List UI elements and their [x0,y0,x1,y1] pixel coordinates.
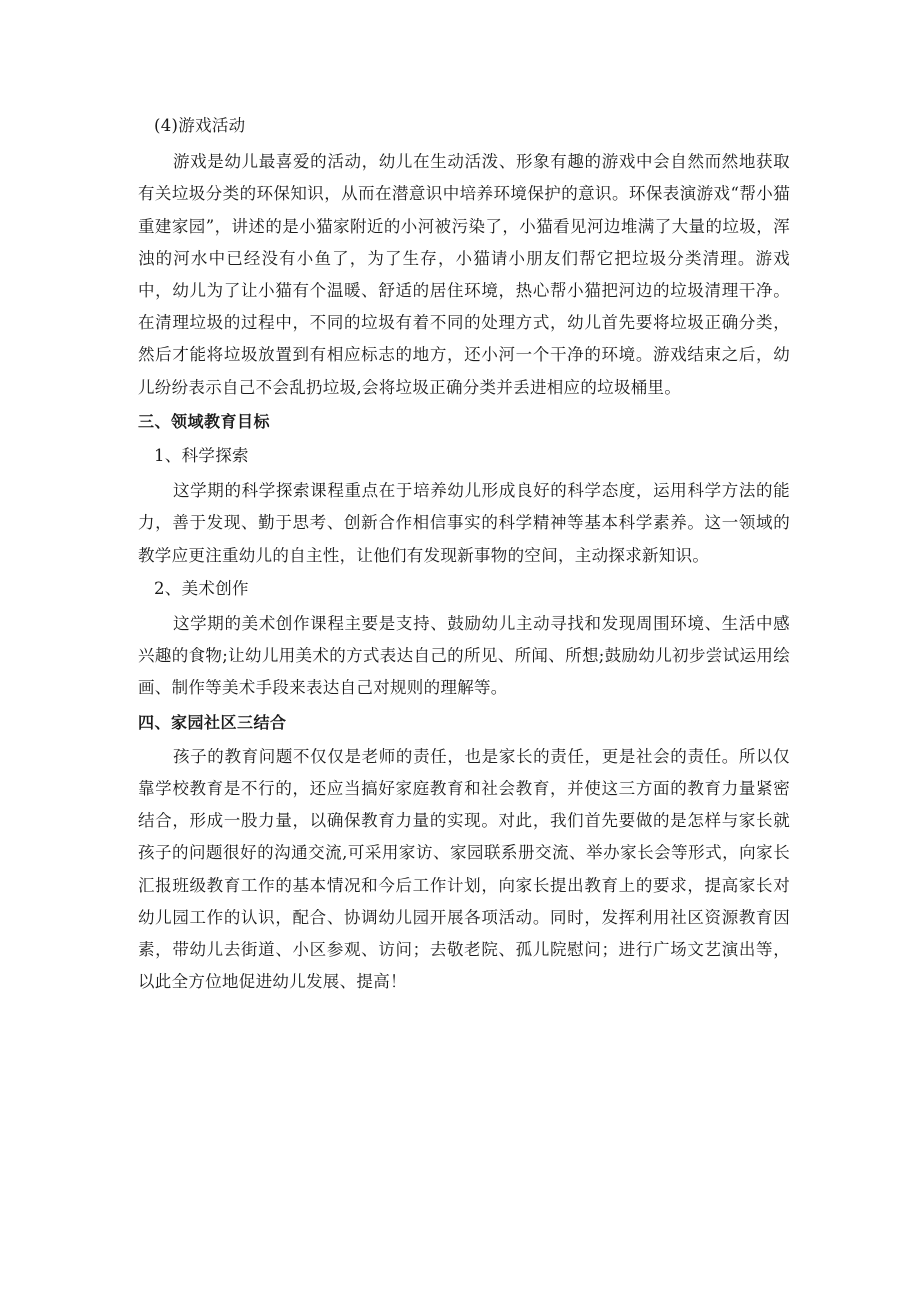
paragraph-art-creation: 这学期的美术创作课程主要是支持、鼓励幼儿主动寻找和发现周围环境、生活中感兴趣的食物;让幼儿用美术的方式表达自己的所见、所闻、所想;鼓励幼儿初步尝试运用绘画、制作等美术手段来表达自己对规则的理解等。 [138,614,790,698]
subheading-art-creation: 2、美术创作 [154,578,249,598]
paragraph-science-exploration: 这学期的科学探索课程重点在于培养幼儿形成良好的科学态度，运用科学方法的能力，善于发现、勤于思考、创新合作相信事实的科学精神等基本科学素养。这一领域的教学应更注重幼儿的自主性，让他们有发现新事物的空间，主动探求新知识。 [138,481,790,565]
document-body [138,110,790,998]
heading-home-school-community: 四、家园社区三结合 [138,712,287,732]
subheading-game-activity: (4)游戏活动 [154,116,246,135]
paragraph-home-school-community: 孩子的教育问题不仅仅是老师的责任，也是家长的责任，更是社会的责任。所以仅靠学校教育是不行的，还应当搞好家庭教育和社会教育，并使这三方面的教育力量紧密结合，形成一股力量，以确保教育力量的实现。对此，我们首先要做的是怎样与家长就孩子的问题很好的沟通交流,可采用家访、家园联系册交流、举办家长会等形式，向家长汇报班级教育工作的基本情况和今后工作计划，向家长提出教育上的要求，提高家长对幼儿园工作的认识，配合、协调幼儿园开展各项活动。同时，发挥利用社区资源教育因素，带幼儿去街道、小区参观、访问；去敬老院、孤儿院慰问；进行广场文艺演出等，以此全方位地促进幼儿发展、提高！ [138,746,790,992]
paragraph-game-activity: 游戏是幼儿最喜爱的活动，幼儿在生动活泼、形象有趣的游戏中会自然而然地获取有关垃圾分类的环保知识，从而在潜意识中培养环境保护的意识。环保表演游戏“帮小猫重建家园”，讲述的是小猫家附近的小河被污染了，小猫看见河边堆满了大量的垃圾，浑浊的河水中已经没有小鱼了，为了生存，小猫请小朋友们帮它把垃圾分类清理。游戏中，幼儿为了让小猫有个温暖、舒适的居住环境，热心帮小猫把河边的垃圾清理干净。在清理垃圾的过程中，不同的垃圾有着不同的处理方式，幼儿首先要将垃圾正确分类，然后才能将垃圾放置到有相应标志的地方，还小河一个干净的环境。游戏结束之后，幼儿纷纷表示自己不会乱扔垃圾,会将垃圾正确分类并丢进相应的垃圾桶里。 [138,152,790,397]
subheading-science-exploration: 1、科学探索 [154,446,249,466]
heading-domain-education-goals: 三、领域教育目标 [138,411,271,431]
